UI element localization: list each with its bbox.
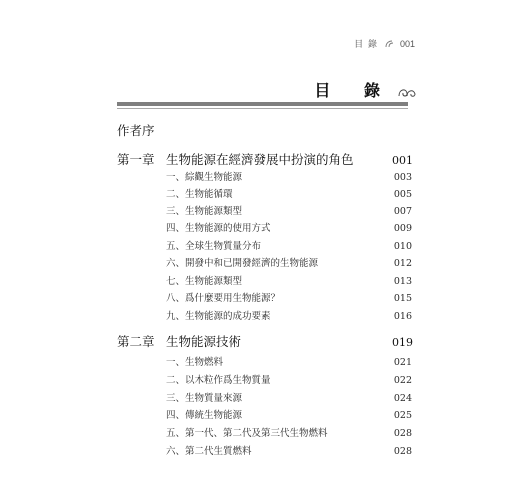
- entry-title: 九、生物能源的成功要素: [166, 311, 271, 322]
- entry-title: 六、第二代生質燃料: [166, 446, 252, 457]
- running-header: [354, 37, 415, 50]
- entry-page: 003: [393, 172, 412, 183]
- title-rule: [117, 102, 408, 106]
- entry-title: 四、生物能源的使用方式: [166, 223, 271, 234]
- entry-page: 022: [393, 375, 412, 386]
- ornament-icon: [384, 39, 394, 49]
- toc-entry: [166, 372, 412, 386]
- entry-title: 三、生物能源類型: [166, 206, 243, 217]
- toc-entry: [166, 308, 412, 322]
- chapter-page: 019: [392, 336, 413, 349]
- title-rule-thin: [117, 108, 408, 109]
- entry-page: 007: [393, 206, 412, 217]
- toc-entry: [166, 238, 412, 252]
- toc-entry: [166, 407, 412, 421]
- entry-title: 五、全球生物質量分布: [166, 241, 262, 252]
- toc-entry: [166, 290, 412, 304]
- entry-page: 010: [393, 241, 412, 252]
- entry-title: 一、綜觀生物能源: [166, 172, 243, 183]
- toc-entry: [166, 443, 412, 457]
- toc-title: 目 錄: [314, 81, 394, 100]
- chapter-title: 生物能源在經濟發展中扮演的角色: [166, 152, 354, 167]
- toc-entry: [166, 390, 412, 404]
- entry-title: 七、生物能源類型: [166, 276, 243, 287]
- entry-title: 六、開發中和已開發經濟的生物能源: [166, 258, 319, 269]
- entry-page: 005: [393, 189, 412, 200]
- toc-entry: [166, 255, 412, 269]
- entry-title: 八、爲什麼要用生物能源？: [166, 293, 281, 304]
- entry-page: 024: [393, 393, 412, 404]
- entry-page: 016: [393, 311, 412, 322]
- entry-page: 028: [393, 446, 412, 457]
- entry-page: 012: [393, 258, 412, 269]
- running-header-title: 目 錄: [354, 40, 378, 50]
- toc-entry: [166, 220, 412, 234]
- entry-title: 四、傳統生物能源: [166, 410, 243, 421]
- toc-entry: [166, 186, 412, 200]
- chapter-heading: [117, 332, 413, 350]
- entry-page: 009: [393, 223, 412, 234]
- chapter-label: 第一章: [117, 152, 155, 167]
- entry-title: 二、生物能循環: [166, 189, 233, 200]
- entry-title: 三、生物質量來源: [166, 393, 243, 404]
- entry-page: 013: [393, 276, 412, 287]
- toc-entry: [166, 273, 412, 287]
- entry-page: 015: [393, 293, 412, 304]
- entry-page: 021: [393, 357, 412, 368]
- toc-entry: [166, 203, 412, 217]
- preface-entry: 作者序: [117, 123, 155, 138]
- swirl-ornament-icon: [398, 85, 416, 99]
- toc-title-block: [314, 78, 416, 101]
- entry-title: 一、生物燃料: [166, 357, 224, 368]
- chapter-label: 第二章: [117, 334, 155, 349]
- toc-entry: [166, 425, 412, 439]
- toc-entry: [166, 169, 412, 183]
- entry-page: 028: [393, 428, 412, 439]
- toc-entry: [166, 354, 412, 368]
- chapter-heading: [117, 150, 413, 168]
- chapter-page: 001: [392, 154, 413, 167]
- chapter-title: 生物能源技術: [166, 334, 242, 349]
- entry-page: 025: [393, 410, 412, 421]
- entry-title: 五、第一代、第二代及第三代生物燃料: [166, 428, 328, 439]
- running-header-page: 001: [399, 38, 415, 49]
- entry-title: 二、以木粒作爲生物質量: [166, 375, 271, 386]
